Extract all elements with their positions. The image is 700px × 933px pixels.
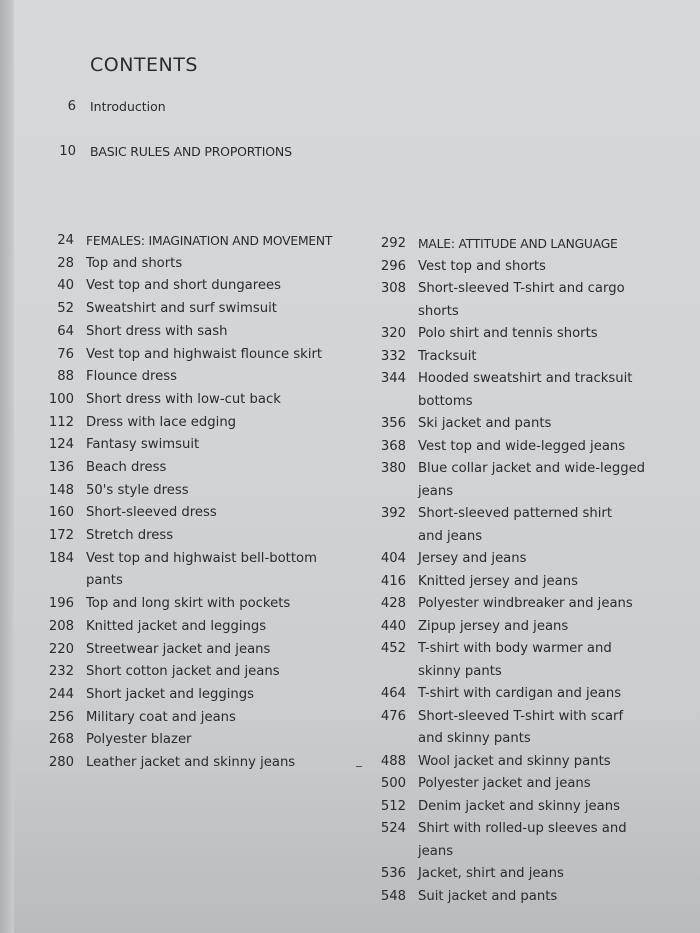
toc-title: Short dress with low-cut back [86,391,281,407]
toc-page-number: 428 [380,596,406,611]
toc-page-number: 500 [380,776,406,791]
toc-page-number: 112 [48,414,74,430]
toc-title: Ski jacket and pants [418,416,552,431]
toc-title: Stretch dress [86,528,174,544]
toc-title: Short-sleeved dress [86,505,217,521]
toc-title: Short dress with sash [86,323,228,339]
toc-title: Suit jacket and pants [418,888,558,904]
toc-title: Shirt with rolled-up sleeves and [418,821,627,836]
toc-title: Sweatshirt and surf swimsuit [86,301,277,317]
toc-title: Flounce dress [86,369,177,385]
toc-title: Vest top and highwaist bell-bottom [86,550,317,566]
toc-page-number: 208 [48,618,74,634]
toc-title: Beach dress [86,460,167,475]
toc-page-number: 392 [380,506,406,521]
toc-page-number: 184 [48,550,74,566]
toc-title: Top and long skirt with pockets [86,596,291,612]
toc-page-number: 440 [380,618,406,634]
toc-title: FEMALES: IMAGINATION AND MOVEMENT [86,234,333,248]
page-edge-shadow [0,0,14,933]
toc-title: Vest top and short dungarees [86,278,281,294]
toc-title: Introduction [90,99,166,114]
toc-title: Tracksuit [418,348,477,364]
toc-title: BASIC RULES AND PROPORTIONS [90,144,292,159]
toc-page-number: 64 [57,323,74,339]
toc-title: Vest top and highwaist flounce skirt [86,346,323,362]
toc-title: Short-sleeved patterned shirt [418,506,613,521]
toc-page-number: 88 [57,369,74,385]
toc-title: T-shirt with body warmer and [418,641,612,656]
toc-page-number: 256 [48,709,74,725]
toc-page-number: 172 [48,528,74,544]
toc-page-number: 40 [57,278,74,294]
toc-page-number: 24 [57,233,74,248]
toc-page-number: 100 [48,391,74,407]
toc-title: Vest top and wide-legged jeans [418,438,626,454]
toc-page-number: 76 [57,346,74,362]
toc-page-number: 320 [380,326,406,341]
toc-page-number: 292 [380,236,406,251]
toc-page-number: 344 [380,371,406,386]
toc-title: T-shirt with cardigan and jeans [418,686,622,701]
toc-title: Streetwear jacket and jeans [86,641,271,657]
toc-title: Polo shirt and tennis shorts [418,326,598,341]
toc-page-number: 136 [48,460,74,475]
toc-page-number: 124 [48,437,74,453]
toc-title: Short jacket and leggings [86,687,255,702]
toc-title: Dress with lace edging [86,414,237,430]
toc-title-continuation: and skinny pants [418,731,531,746]
toc-page-number: 52 [57,301,74,317]
toc-page-number: 416 [380,573,406,589]
toc-title-continuation: shorts [418,303,459,319]
toc-title: Short-sleeved T-shirt and cargo [418,281,625,296]
toc-title-continuation: bottoms [418,393,473,409]
toc-page-number: 160 [48,505,74,521]
toc-title: Vest top and shorts [418,258,546,274]
toc-page-number: 332 [380,348,406,364]
toc-title: Leather jacket and skinny jeans [86,755,296,771]
toc-title: Hooded sweatshirt and tracksuit [418,371,633,386]
toc-title: 50's style dress [86,482,189,498]
toc-page-number: 404 [380,551,406,566]
toc-title: Polyester jacket and jeans [418,776,591,791]
toc-page-number: 548 [380,888,406,904]
toc-page-number: 464 [380,686,406,701]
toc-title: Wool jacket and skinny pants [418,753,611,769]
toc-title: Knitted jacket and leggings [86,618,267,634]
toc-title: Top and shorts [86,255,183,271]
toc-page-number: 368 [380,438,406,454]
toc-title: Polyester blazer [86,732,192,748]
toc-page-number: 196 [48,596,74,612]
toc-page-number: 244 [48,687,74,702]
toc-page-number: 452 [380,641,406,656]
toc-title: Denim jacket and skinny jeans [418,798,620,814]
toc-page-number: 536 [380,866,406,881]
toc-page-number: 232 [48,664,74,680]
toc-title: Military coat and jeans [86,709,236,725]
toc-title-continuation: skinny pants [418,663,502,679]
toc-page-number: 6 [67,99,76,114]
toc-page-number: 308 [380,281,406,296]
toc-title: MALE: ATTITUDE AND LANGUAGE [418,237,618,251]
toc-title: Fantasy swimsuit [86,437,200,453]
toc-title-continuation: pants [86,573,123,589]
toc-title: Short-sleeved T-shirt with scarf [418,708,624,724]
toc-page-number: 28 [57,255,74,271]
toc-title: Polyester windbreaker and jeans [418,596,633,611]
toc-title-continuation: and jeans [418,528,483,544]
toc-page-number: 220 [48,641,74,657]
toc-title-continuation: jeans [418,483,454,499]
toc-page-number: 380 [380,461,406,476]
toc-title: Zipup jersey and jeans [418,618,569,634]
stray-mark [356,766,362,767]
toc-page-number: 10 [59,144,76,159]
toc-page-number: 356 [380,416,406,431]
toc-page-number: 280 [48,755,74,771]
toc-title: Jersey and jeans [418,551,527,566]
toc-page-number: 512 [380,798,406,814]
toc-page-number: 476 [380,708,406,724]
toc-title: Short cotton jacket and jeans [86,664,280,680]
page-title: CONTENTS [90,54,198,76]
toc-page-number: 488 [380,753,406,769]
toc-page-number: 268 [48,732,74,748]
toc-title-continuation: jeans [418,843,454,859]
toc-page-number: 148 [48,482,74,498]
toc-page-number: 296 [380,258,406,274]
toc-title: Knitted jersey and jeans [418,573,578,589]
toc-page-number: 524 [380,821,406,836]
toc-title: Jacket, shirt and jeans [418,866,564,881]
toc-title: Blue collar jacket and wide-legged [418,461,646,476]
